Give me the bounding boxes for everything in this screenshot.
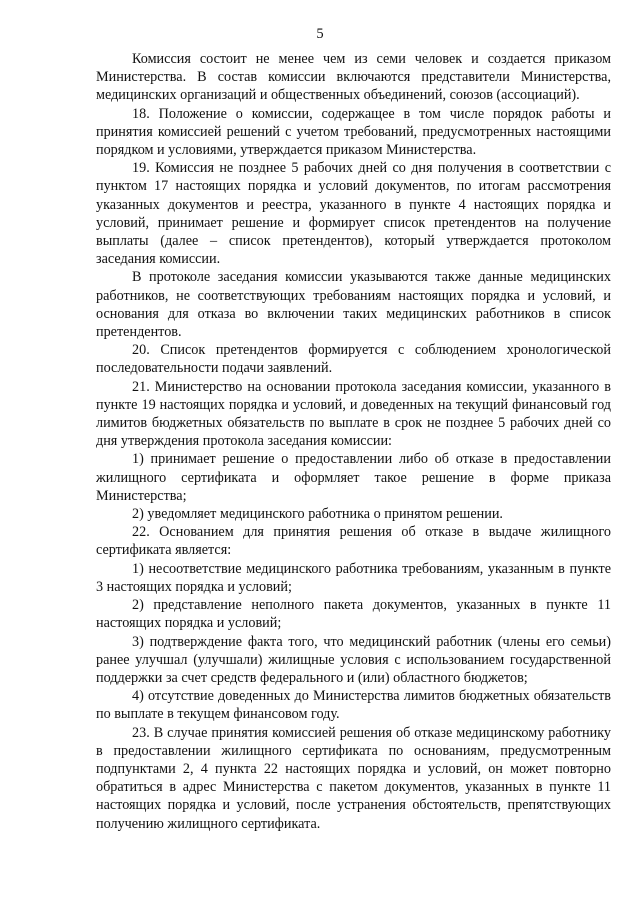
paragraph-22-item-1: 1) несоответствие медицинского работника требованиям, указанным в пункте 3 настоящих порядка и условий; <box>96 560 611 595</box>
paragraph-commission-composition: Комиссия состоит не менее чем из семи человек и создается приказом Министерства. В состав комиссии включаются представители Министерства, медицинских организаций и общественных объединений, союзов (ассоциаций). <box>96 51 611 104</box>
page-number: 5 <box>316 26 324 42</box>
paragraph-23: 23. В случае принятия комиссией решения об отказе медицинскому работнику в предоставлении жилищного сертификата по основаниям, предусмотренным подпунктами 2, 4 пункта 22 настоящих порядка и условий, он может повторно обратиться в адрес Министерства с пакетом документов, указанных в пункте 11 настоящих порядка и условий, после устранения обстоятельств, препятствующих получению жилищного сертификата. <box>96 724 611 832</box>
document-body <box>96 50 611 833</box>
paragraph-22-item-3: 3) подтверждение факта того, что медицинский работник (члены его семьи) ранее улучшал (улучшали) жилищные условия с использованием государственной поддержки за счет средств федерального и (или) областного бюджетов; <box>96 633 611 686</box>
paragraph-21: 21. Министерство на основании протокола заседания комиссии, указанного в пункте 19 настоящих порядка и условий, и доведенных на текущий финансовый год лимитов бюджетных обязательств по выплате в срок не позднее 5 рабочих дней со дня утверждения протокола заседания комиссии: <box>96 378 611 450</box>
paragraph-22: 22. Основанием для принятия решения об отказе в выдаче жилищного сертификата является: <box>96 524 611 559</box>
paragraph-20: 20. Список претендентов формируется с соблюдением хронологической последовательности подачи заявлений. <box>96 342 611 377</box>
paragraph-22-item-2: 2) представление неполного пакета документов, указанных в пункте 11 настоящих порядка и условий; <box>96 597 611 632</box>
paragraph-21-item-2: 2) уведомляет медицинского работника о принятом решении. <box>132 506 503 523</box>
paragraph-21-item-1: 1) принимает решение о предоставлении либо об отказе в предоставлении жилищного сертификата и оформляет такое решение в форме приказа Министерства; <box>96 451 611 504</box>
paragraph-19: 19. Комиссия не позднее 5 рабочих дней со дня получения в соответствии с пунктом 17 настоящих порядка и условий документов, по итогам рассмотрения указанных документов и реестра, указанного в пункте 4 настоящих порядка и условий, принимает решение и формирует список претендентов на получение выплаты (далее – список претендентов), который утверждается протоколом заседания комиссии. <box>96 160 611 268</box>
paragraph-protocol: В протоколе заседания комиссии указываются также данные медицинских работников, не соответствующих требованиям настоящих порядка и условий, и основания для отказа во включении таких медицинских работников в список претендентов. <box>96 269 611 341</box>
paragraph-22-item-4: 4) отсутствие доведенных до Министерства лимитов бюджетных обязательств по выплате в текущем финансовом году. <box>96 688 611 723</box>
paragraph-18: 18. Положение о комиссии, содержащее в том числе порядок работы и принятия комиссией решений с учетом требований, предусмотренных настоящими порядком и условиями, утверждается приказом Министерства. <box>96 105 611 159</box>
